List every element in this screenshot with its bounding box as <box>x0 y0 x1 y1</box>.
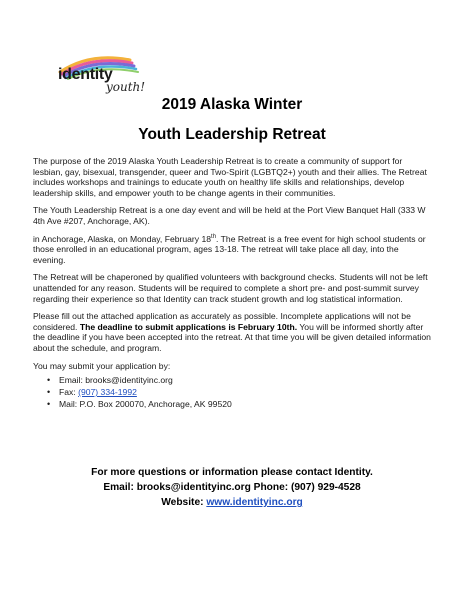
logo-wordmark: identity <box>58 66 113 83</box>
submit-intro: You may submit your application by: <box>33 360 171 371</box>
date-text-after: . The Retreat is a free event for high school students or those enrolled in an educational program, ages 13-18. The retreat will take place all day, into the evening. <box>33 233 426 265</box>
date-text-before: in Anchorage, Alaska, on Monday, February 18 <box>33 233 212 244</box>
logo-script-text: youth! <box>106 80 146 94</box>
contact-line2: Email: brooks@identityinc.org Phone: (907) 929-4528 <box>103 482 361 493</box>
date-paragraph <box>33 234 433 266</box>
location-paragraph: The Youth Leadership Retreat is a one day event and will be held at the Port View Banquet Hall (333 W 4th Ave #207, Anchorage, AK). <box>33 205 426 226</box>
website-label: Website: <box>161 497 207 508</box>
list-item-mail: • Mail: P.O. Box 200070, Anchorage, AK 99520 <box>59 399 433 410</box>
chaperone-paragraph: The Retreat will be chaperoned by qualified volunteers with background checks. Students will not be left unattended for any reason. Students will be required to complete a short pre- and post-summit survey regarding their experience so that Identity can track student growth and log statistical information. <box>33 272 428 304</box>
application-text-after: You will be informed shortly after the deadline if you have been accepted into the retreat. At that time you will be given detailed information about the schedule, and program. <box>33 321 431 353</box>
submission-methods-list <box>33 375 433 410</box>
identity-youth-logo <box>50 50 154 100</box>
list-item-fax <box>59 387 433 398</box>
fax-label: Fax: <box>59 387 79 398</box>
application-text-before: Please fill out the attached application as accurately as possible. Incomplete applications will not be considered. <box>33 311 411 332</box>
page-title-line1: 2019 Alaska Winter <box>161 96 303 113</box>
date-ordinal: th <box>211 233 217 240</box>
deadline-text: The deadline to submit applications is February 10th. <box>79 321 298 332</box>
contact-line1: For more questions or information please contact Identity. <box>91 467 373 478</box>
contact-block <box>0 465 464 510</box>
contact-line3 <box>0 495 464 510</box>
application-paragraph <box>33 311 433 353</box>
website-link[interactable]: www.identityinc.org <box>206 497 303 508</box>
document-body <box>33 156 433 411</box>
page-title-line2: Youth Leadership Retreat <box>138 126 326 143</box>
list-item-email: • Email: brooks@identityinc.org <box>59 375 433 386</box>
purpose-paragraph: The purpose of the 2019 Alaska Youth Leadership Retreat is to create a community of support for lesbian, gay, bisexual, transgender, queer and Two-Spirit (LGBTQ2+) youth and their allies. The Retreat includes workshops and trainings to educate youth on healthy life skills and relationships, develop leadership skills, and empower youth to be change agents in their communities. <box>33 156 427 198</box>
fax-number-link[interactable]: (907) 334-1992 <box>78 387 137 398</box>
